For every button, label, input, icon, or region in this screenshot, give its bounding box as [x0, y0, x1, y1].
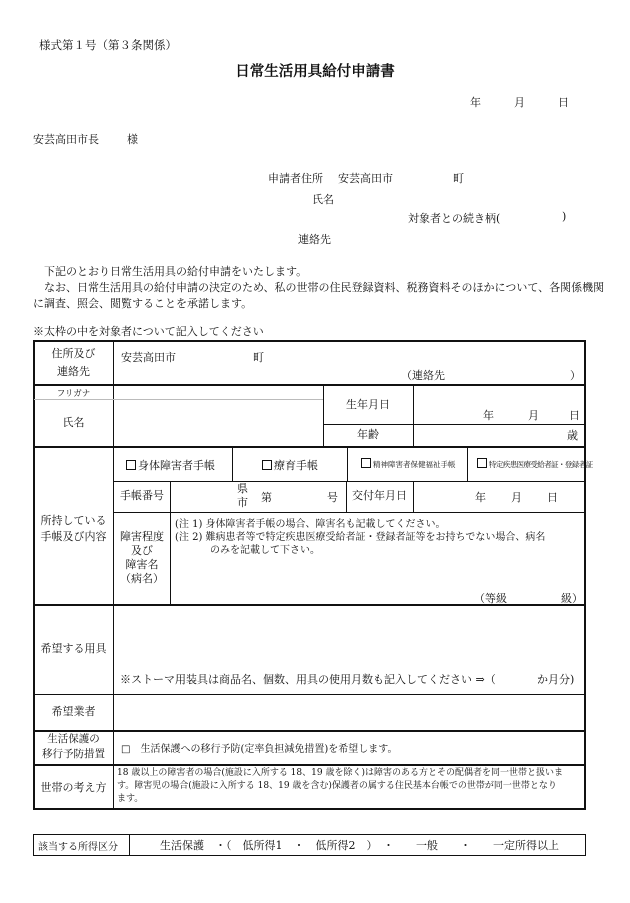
contact-open: （連絡先	[401, 369, 445, 382]
grade-open: （等級	[474, 592, 507, 605]
intro-line-2: なお、日常生活用具の給付申請の決定のため、私の世帯の住民登録資料、税務資料そのほかについて、各関係機関に調査、照会、閲覧することを承諾します。	[33, 281, 605, 310]
welfare-label-1: 生活保護の	[47, 733, 100, 745]
checkbox-icon[interactable]	[262, 460, 272, 470]
handbook-option-divider	[232, 447, 233, 481]
relation-close: )	[562, 210, 567, 223]
note-2a: (注 2) 難病患者等で特定疾患医療受給者証・登録者証等をお持ちでない場合、病名	[175, 532, 546, 543]
checkbox-icon[interactable]	[126, 460, 136, 470]
number-dai: 第	[261, 491, 272, 504]
handbook-option-divider	[347, 447, 348, 481]
age-label: 年齢	[357, 428, 379, 441]
household-label: 世帯の考え方	[40, 781, 107, 794]
stoma-note: ※ストーマ用装具は商品名、個数、用具の使用月数も記入してください ⇒（	[120, 673, 496, 686]
applicant-address-city: 安芸高田市	[338, 172, 393, 185]
row-separator	[34, 446, 585, 448]
handbook-label-1: 所持している	[40, 514, 107, 527]
vendor-label: 希望業者	[51, 705, 96, 718]
handbook-option-specified-disease[interactable]: 特定疾患医療受給者証・登録者証	[477, 458, 593, 470]
page-title: 日常生活用具給付申請書	[235, 64, 395, 80]
date-day-label: 日	[558, 96, 569, 109]
stoma-months: か月分)	[537, 673, 575, 686]
handbook-number-label: 手帳番号	[120, 489, 164, 502]
birth-day: 日	[569, 409, 580, 422]
row-separator	[34, 730, 585, 732]
date-year-label: 年	[470, 96, 481, 109]
row-separator	[34, 764, 585, 766]
instruction-text: ※太枠の中を対象者について記入してください	[33, 325, 264, 338]
issue-date-label: 交付年月日	[352, 489, 407, 502]
household-text-2: す。障害児の場合(施設に入所する 18、19 歳を含む)保護者の属する住民基本台帳での世帯が同一世帯となり	[117, 781, 557, 791]
handbook-number-row-bottom	[114, 512, 585, 513]
welfare-option[interactable]: □ 生活保護への移行予防(定率負担減免措置)を希望します。	[121, 744, 398, 755]
household-text-3: ます。	[117, 794, 144, 804]
age-unit: 歳	[567, 429, 578, 442]
applicant-name-label: 氏名	[312, 193, 334, 206]
checkbox-icon[interactable]	[477, 458, 487, 468]
birth-month: 月	[528, 409, 539, 422]
disability-label-4: （病名）	[120, 572, 164, 585]
handbook-option-divider	[467, 447, 468, 481]
row-separator	[34, 384, 585, 386]
form-number: 様式第１号（第３条関係）	[39, 38, 177, 52]
pref-label: 県	[237, 482, 248, 495]
note-2b: のみを記載して下さい。	[210, 545, 320, 556]
address-label-2: 連絡先	[57, 365, 90, 378]
number-go: 号	[327, 491, 338, 504]
table-address-town: 町	[253, 351, 264, 364]
name-label: 氏名	[62, 416, 85, 429]
issue-date-value-divider	[413, 481, 414, 512]
date-month-label: 月	[514, 96, 525, 109]
issue-day: 日	[547, 491, 558, 504]
applicant-contact-label: 連絡先	[298, 233, 331, 246]
handbook-label-2: 手帳及び内容	[40, 530, 107, 543]
applicant-address-label: 申請者住所	[268, 172, 323, 185]
applicant-address-town: 町	[453, 172, 464, 185]
note-1: (注 1) 身体障害者手帳の場合、障害名も記載してください。	[175, 519, 446, 530]
disability-label-3: 障害名	[125, 558, 159, 571]
row-separator	[34, 694, 585, 695]
address-label-1: 住所及び	[51, 347, 96, 360]
handbook-subcolumn-divider	[170, 481, 171, 604]
issue-year: 年	[475, 491, 486, 504]
addressee: 安芸高田市長	[33, 133, 99, 146]
handbook-option-physical[interactable]: 身体障害者手帳	[126, 457, 215, 473]
household-text-1: 18 歳以上の障害者の場合(施設に入所する 18、19 歳を除く)は障害のある方とその配偶者を同一世帯と扱いま	[117, 768, 563, 778]
birth-label: 生年月日	[346, 398, 390, 411]
handbook-option-ryoiku[interactable]: 療育手帳	[262, 457, 318, 473]
issue-month: 月	[511, 491, 522, 504]
desired-item-label: 希望する用具	[40, 642, 107, 655]
furigana-label: フリガナ	[56, 389, 91, 399]
income-label-divider	[129, 834, 130, 856]
table-address-city: 安芸高田市	[121, 351, 176, 364]
income-category-label: 該当する所得区分	[38, 842, 118, 853]
disability-label-2: 及び	[131, 544, 153, 557]
grade-close: 級）	[561, 592, 583, 605]
furigana-divider	[34, 399, 323, 400]
checkbox-icon[interactable]	[361, 458, 371, 468]
welfare-label-2: 移行予防措置	[42, 748, 105, 760]
handbook-option-mental[interactable]: 精神障害者保健福祉手帳	[361, 458, 456, 470]
addressee-suffix: 様	[127, 133, 138, 146]
intro-line-1: 下記のとおり日常生活用具の給付申請をいたします。	[44, 265, 308, 278]
age-row-divider	[323, 424, 585, 425]
income-category-options[interactable]: 生活保護 ・（ 低所得1 ・ 低所得2 ） ・ 一般 ・ 一定所得以上	[160, 839, 559, 852]
relation-label: 対象者との続き柄(	[408, 212, 501, 225]
contact-close: ）	[570, 369, 581, 382]
handbook-number-row-top	[114, 481, 585, 482]
birth-value-divider	[413, 385, 414, 446]
disability-label-1: 障害程度	[120, 530, 164, 543]
city-label: 市	[237, 496, 248, 509]
birth-year: 年	[483, 409, 494, 422]
